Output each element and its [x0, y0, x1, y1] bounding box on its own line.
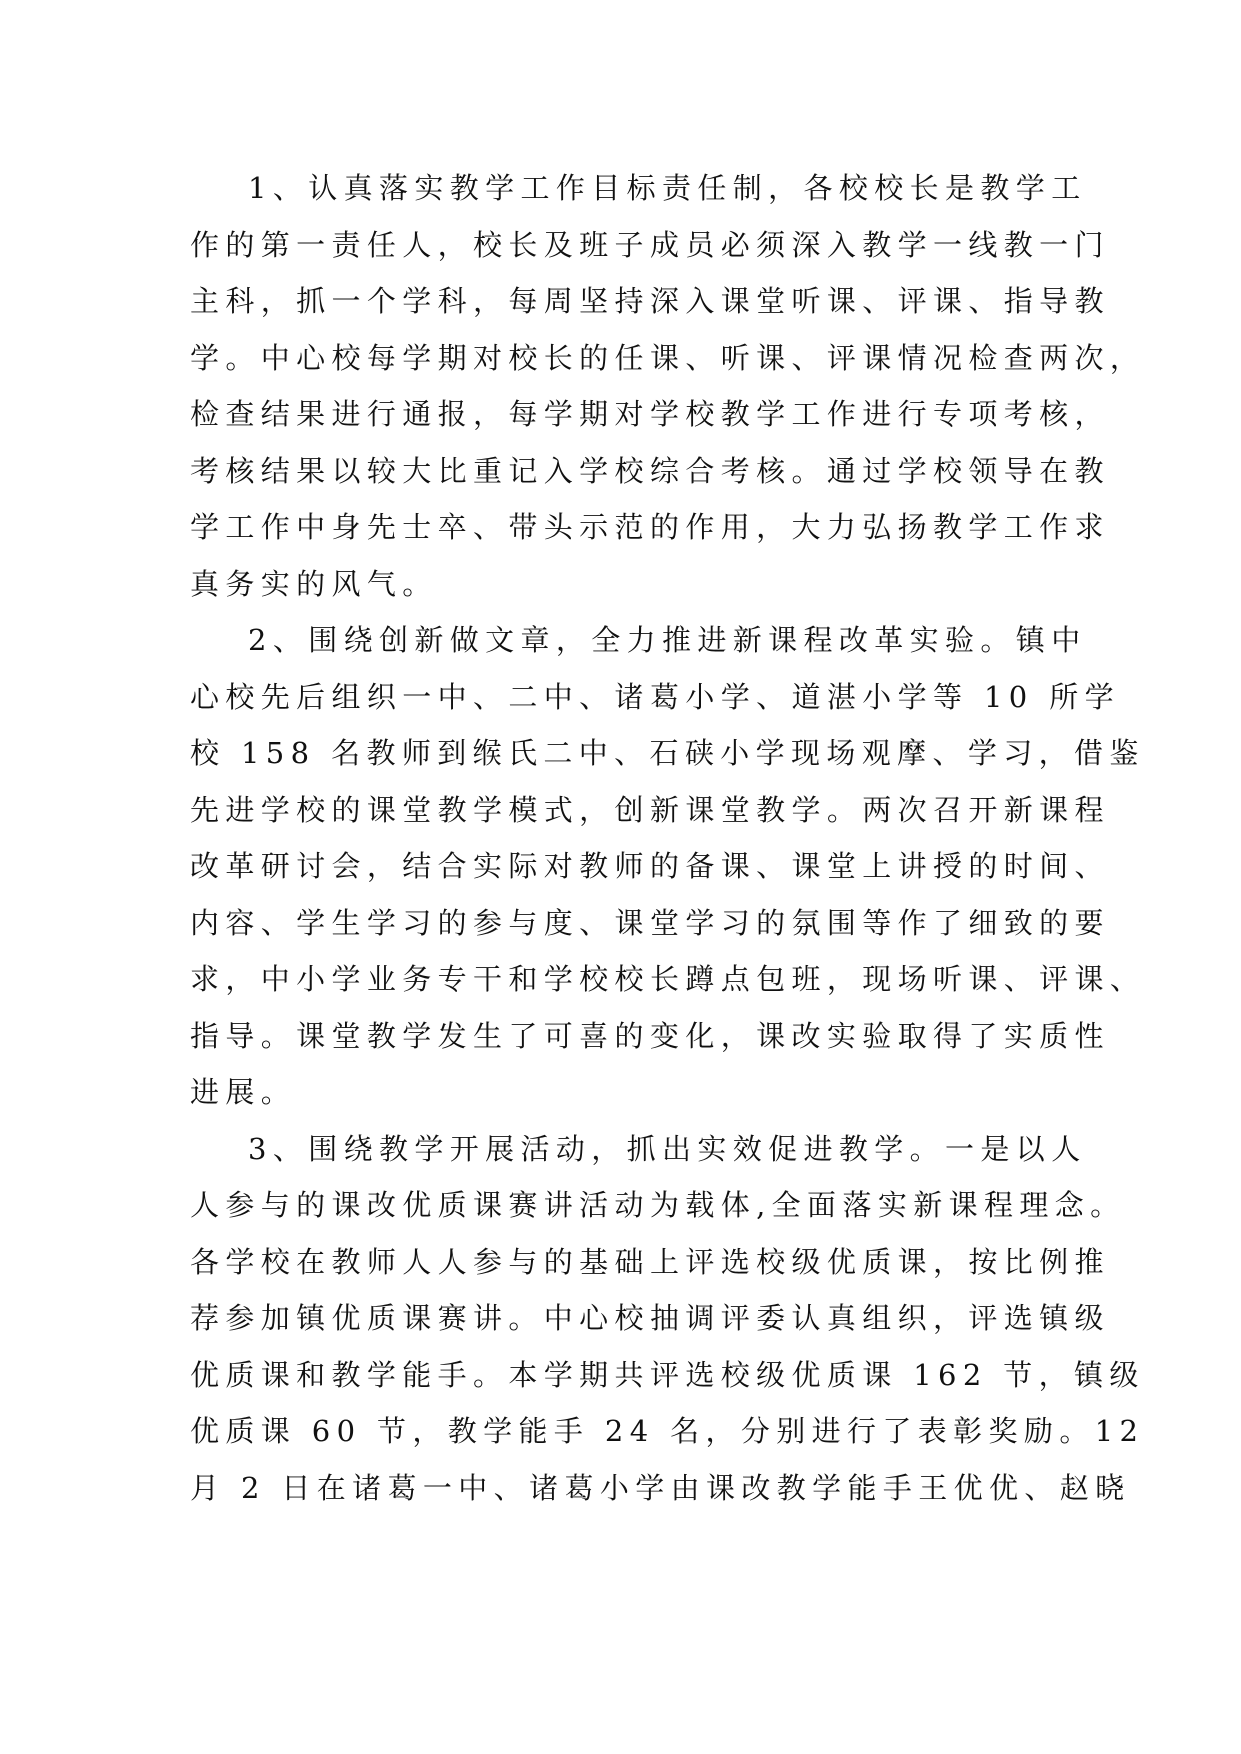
text-line: 学。中心校每学期对校长的任课、听课、评课情况检查两次，: [190, 340, 1146, 375]
text-line: 荐参加镇优质课赛讲。中心校抽调评委认真组织，评选镇级: [190, 1301, 1110, 1335]
text-line: 主科，抓一个学科，每周坚持深入课堂听课、评课、指导教: [190, 284, 1110, 318]
text-line: 3、围绕教学开展活动，抓出实效促进教学。一是以人: [248, 1131, 1087, 1166]
text-line: 优质课 60 节，教学能手 24 名，分别进行了表彰奖励。12: [190, 1414, 1145, 1448]
text-line: 作的第一责任人，校长及班子成员必须深入教学一线教一门: [190, 227, 1110, 262]
text-line: 人参与的课改优质课赛讲活动为载体,全面落实新课程理念。: [190, 1188, 1126, 1222]
text-line: 2、围绕创新做文章，全力推进新课程改革实验。镇中: [248, 623, 1087, 657]
text-line: 改革研讨会，结合实际对教师的备课、课堂上讲授的时间、: [190, 849, 1110, 883]
text-line: 先进学校的课堂教学模式，创新课堂教学。两次召开新课程: [190, 792, 1110, 827]
text-line: 学工作中身先士卒、带头示范的作用，大力弘扬教学工作求: [190, 510, 1110, 544]
text-line: 优质课和教学能手。本学期共评选校级优质课 162 节，镇级: [190, 1357, 1145, 1392]
text-line: 真务实的风气。: [190, 566, 438, 601]
body-text: [190, 160, 1146, 1516]
text-line: 心校先后组织一中、二中、诸葛小学、道湛小学等 10 所学: [190, 679, 1120, 714]
text-line: 进展。: [190, 1075, 297, 1109]
text-line: 校 158 名教师到缑氏二中、石硖小学现场观摩、学习，借鉴: [190, 736, 1145, 770]
text-line: 各学校在教师人人参与的基础上评选校级优质课，按比例推: [190, 1244, 1110, 1279]
text-line: 检查结果进行通报，每学期对学校教学工作进行专项考核，: [190, 397, 1110, 431]
text-line: 考核结果以较大比重记入学校综合考核。通过学校领导在教: [190, 453, 1110, 488]
text-line: 月 2 日在诸葛一中、诸葛小学由课改教学能手王优优、赵晓: [190, 1470, 1131, 1505]
text-line: 指导。课堂教学发生了可喜的变化，课改实验取得了实质性: [190, 1018, 1110, 1053]
text-line: 求，中小学业务专干和学校校长蹲点包班，现场听课、评课、: [190, 962, 1146, 996]
text-line: 内容、学生学习的参与度、课堂学习的氛围等作了细致的要: [190, 905, 1110, 940]
text-line: 1、认真落实教学工作目标责任制，各校校长是教学工: [248, 171, 1087, 205]
